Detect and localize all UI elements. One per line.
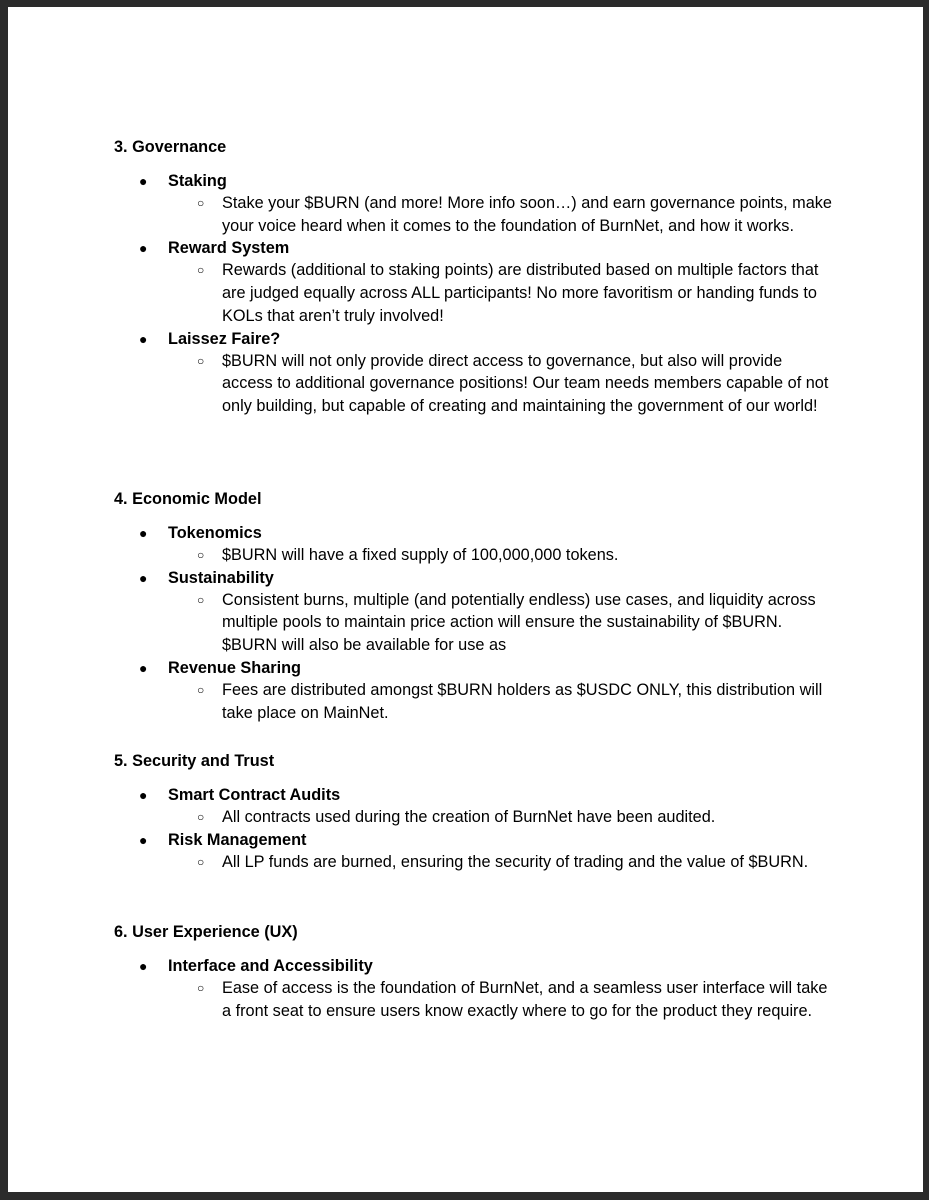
item-title: Interface and Accessibility — [168, 957, 373, 975]
item-text: Ease of access is the foundation of BurnNet, and a seamless user interface will take a front seat to ensure users know exactly where to go for the product they require. — [222, 979, 828, 1020]
list-item — [114, 522, 834, 567]
list-item — [114, 955, 834, 1022]
list-item — [114, 829, 834, 874]
bullet-icon: ● — [139, 831, 148, 848]
section-title: 6. User Experience (UX) — [114, 923, 298, 941]
item-title: Smart Contract Audits — [168, 786, 341, 804]
bullet-icon: ● — [139, 787, 148, 803]
item-title: Staking — [168, 172, 227, 190]
item-text: Rewards (additional to staking points) are distributed based on multiple factors that are judged equally across ALL participants! No more favoritism or handing funds to KOLs that aren’t truly involved! — [222, 261, 819, 325]
bullet-icon: ● — [139, 173, 148, 189]
item-title: Reward System — [168, 239, 290, 258]
sub-bullet-icon: ○ — [197, 196, 205, 210]
section-title: 3. Governance — [114, 138, 227, 156]
item-text: All LP funds are burned, ensuring the security of trading and the value of $BURN. — [222, 852, 809, 871]
item-text: $BURN will have a fixed supply of 100,000,000 tokens. — [222, 546, 619, 564]
bullet-icon: ● — [139, 569, 148, 586]
sub-bullet-icon: ○ — [197, 810, 205, 824]
bullet-icon: ● — [139, 330, 148, 347]
bullet-icon: ● — [139, 659, 148, 676]
sub-bullet-icon: ○ — [197, 548, 205, 562]
document-page — [8, 7, 923, 1192]
bullet-icon: ● — [139, 958, 148, 974]
bullet-icon: ● — [139, 525, 148, 541]
item-title: Revenue Sharing — [168, 658, 302, 677]
bullet-icon: ● — [139, 240, 148, 257]
item-text: $BURN will not only provide direct access to governance, but also will provide access to additional governance positions! Our team needs members capable of not only building, but capable of creating and maintaining the government of our world! — [222, 351, 829, 415]
item-title: Sustainability — [168, 568, 274, 587]
item-text: Fees are distributed amongst $BURN holders as $USDC ONLY, this distribution will take place on MainNet. — [222, 680, 823, 722]
section-security-trust — [114, 750, 834, 873]
item-text: Consistent burns, multiple (and potentially endless) use cases, and liquidity across multiple pools to maintain price action will ensure the sustainability of $BURN. $BURN will also be available for use as — [222, 590, 816, 655]
item-title: Risk Management — [168, 830, 307, 849]
item-text: Stake your $BURN (and more! More info soon…) and earn governance points, make your voice heard when it comes to the foundation of BurnNet, and how it works. — [222, 194, 832, 235]
sub-bullet-icon: ○ — [197, 854, 205, 869]
section-user-experience — [114, 921, 834, 1022]
sub-bullet-icon: ○ — [197, 682, 205, 697]
list-item — [114, 784, 834, 829]
section-governance — [114, 136, 834, 418]
section-title: 5. Security and Trust — [114, 752, 275, 770]
section-title: 4. Economic Model — [114, 490, 262, 508]
item-title: Laissez Faire? — [168, 329, 281, 348]
list-item — [114, 657, 834, 724]
list-item — [114, 237, 834, 327]
list-item — [114, 328, 834, 418]
sub-bullet-icon: ○ — [197, 353, 205, 368]
sub-bullet-icon: ○ — [197, 263, 205, 278]
item-text: All contracts used during the creation of BurnNet have been audited. — [222, 808, 716, 826]
list-item — [114, 170, 834, 237]
list-item — [114, 567, 834, 657]
section-economic-model — [114, 488, 834, 724]
sub-bullet-icon: ○ — [197, 981, 205, 995]
item-title: Tokenomics — [168, 524, 262, 542]
sub-bullet-icon: ○ — [197, 592, 205, 607]
